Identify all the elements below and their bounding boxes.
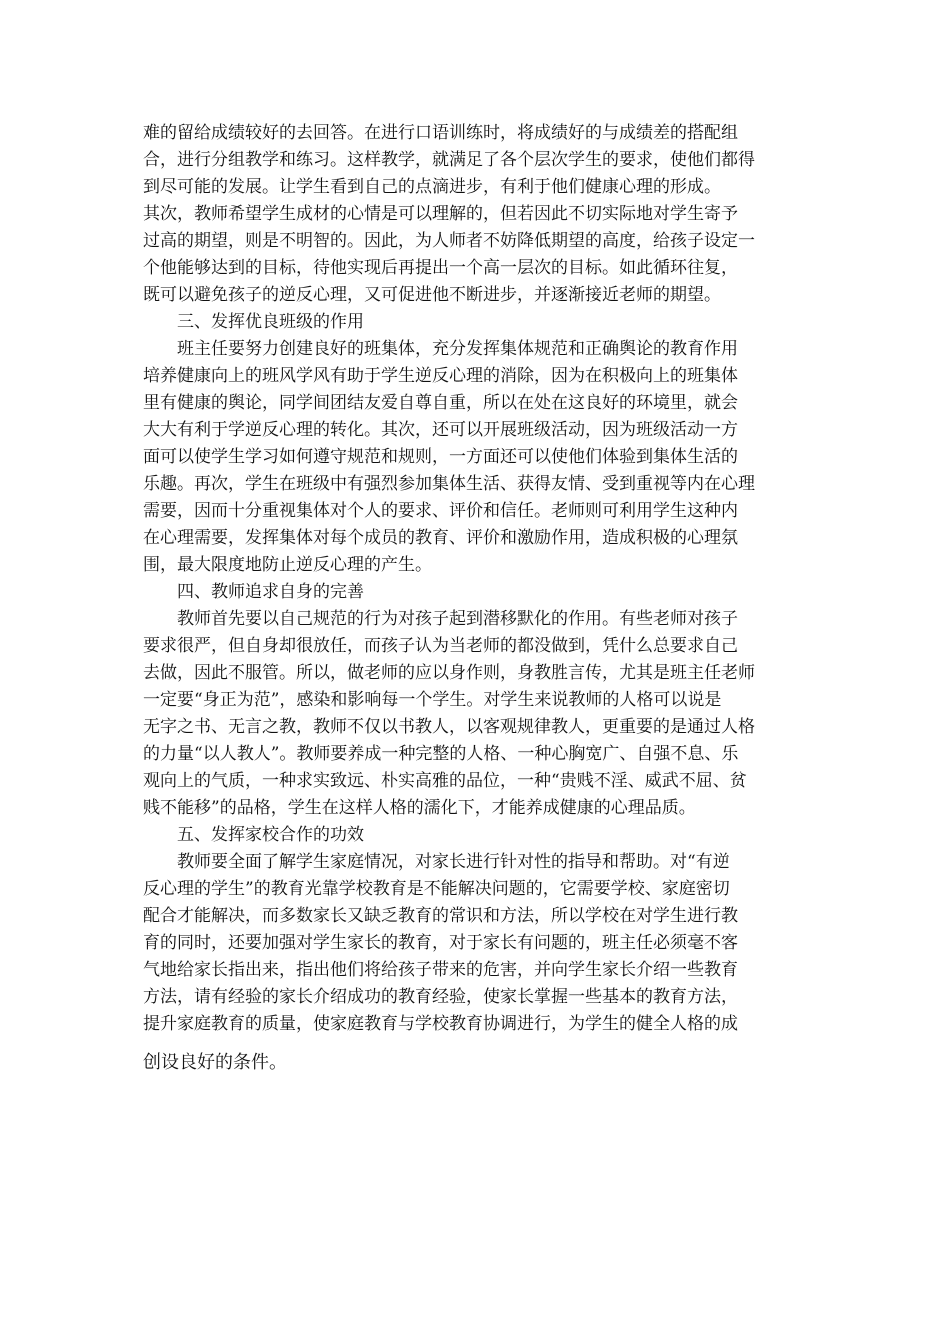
text-line: 在心理需要，发挥集体对每个成员的教育、评价和激励作用，造成积极的心理氛 xyxy=(143,528,738,548)
text-line: 里有健康的舆论，同学间团结友爱自尊自重，所以在处在这良好的环境里，就会 xyxy=(143,393,738,413)
text-line: 方法，请有经验的家长介绍成功的教育经验，使家长掌握一些基本的教育方法， xyxy=(143,987,738,1007)
section-heading: 三、发挥优良班级的作用 xyxy=(143,312,364,332)
text-line: 创设良好的条件。 xyxy=(143,1052,287,1073)
text-line: 去做，因此不服管。所以，做老师的应以身作则，身教胜言传，尤其是班主任老师 xyxy=(143,663,755,683)
text-line: 提升家庭教育的质量，使家庭教育与学校教育协调进行，为学生的健全人格的成 xyxy=(143,1014,738,1034)
text-line: 一定要“身正为范”，感染和影响每一个学生。对学生来说教师的人格可以说是 xyxy=(143,690,722,710)
text-line: 既可以避免孩子的逆反心理，又可促进他不断进步，并逐渐接近老师的期望。 xyxy=(143,285,721,305)
text-line: 无字之书、无言之教，教师不仅以书教人，以客观规律教人，更重要的是通过人格 xyxy=(143,717,755,737)
text-line: 需要，因而十分重视集体对个人的要求、评价和信任。老师则可利用学生这种内 xyxy=(143,501,738,521)
text-line: 班主任要努力创建良好的班集体，充分发挥集体规范和正确舆论的教育作用 xyxy=(143,339,738,359)
text-line: 合，进行分组教学和练习。这样教学，就满足了各个层次学生的要求，使他们都得 xyxy=(143,150,755,170)
text-line: 其次，教师希望学生成材的心情是可以理解的，但若因此不切实际地对学生寄予 xyxy=(143,204,738,224)
text-line: 难的留给成绩较好的去回答。在进行口语训练时，将成绩好的与成绩差的搭配组 xyxy=(143,123,738,143)
text-line: 面可以使学生学习如何遵守规范和规则，一方面还可以使他们体验到集体生活的 xyxy=(143,447,738,467)
text-line: 教师要全面了解学生家庭情况，对家长进行针对性的指导和帮助。对“有逆 xyxy=(143,852,730,872)
text-line: 贱不能移”的品格，学生在这样人格的濡化下，才能养成健康的心理品质。 xyxy=(143,798,696,818)
text-line: 到尽可能的发展。让学生看到自己的点滴进步，有利于他们健康心理的形成。 xyxy=(143,177,721,197)
text-line: 围，最大限度地防止逆反心理的产生。 xyxy=(143,555,432,575)
section-heading: 四、教师追求自身的完善 xyxy=(143,582,364,602)
text-line: 配合才能解决，而多数家长又缺乏教育的常识和方法，所以学校在对学生进行教 xyxy=(143,906,738,926)
text-line: 过高的期望，则是不明智的。因此，为人师者不妨降低期望的高度，给孩子设定一 xyxy=(143,231,755,251)
text-line: 观向上的气质，一种求实致远、朴实高雅的品位，一种“贵贱不淫、威武不屈、贫 xyxy=(143,771,747,791)
text-line: 培养健康向上的班风学风有助于学生逆反心理的消除，因为在积极向上的班集体 xyxy=(143,366,738,386)
text-line: 教师首先要以自己规范的行为对孩子起到潜移默化的作用。有些老师对孩子 xyxy=(143,609,738,629)
text-line: 乐趣。再次，学生在班级中有强烈参加集体生活、获得友情、受到重视等内在心理 xyxy=(143,474,755,494)
text-line: 大大有利于学逆反心理的转化。其次，还可以开展班级活动，因为班级活动一方 xyxy=(143,420,738,440)
section-heading: 五、发挥家校合作的功效 xyxy=(143,825,364,845)
text-line: 要求很严，但自身却很放任，而孩子认为当老师的都没做到，凭什么总要求自己 xyxy=(143,636,738,656)
text-line: 气地给家长指出来，指出他们将给孩子带来的危害，并向学生家长介绍一些教育 xyxy=(143,960,738,980)
text-line: 育的同时，还要加强对学生家长的教育，对于家长有问题的，班主任必须毫不客 xyxy=(143,933,738,953)
text-line: 个他能够达到的目标，待他实现后再提出一个高一层次的目标。如此循环往复， xyxy=(143,258,738,278)
text-line: 反心理的学生”的教育光靠学校教育是不能解决问题的，它需要学校、家庭密切 xyxy=(143,879,730,899)
text-line: 的力量“以人教人”。教师要养成一种完整的人格、一种心胸宽广、自强不息、乐 xyxy=(143,744,739,764)
